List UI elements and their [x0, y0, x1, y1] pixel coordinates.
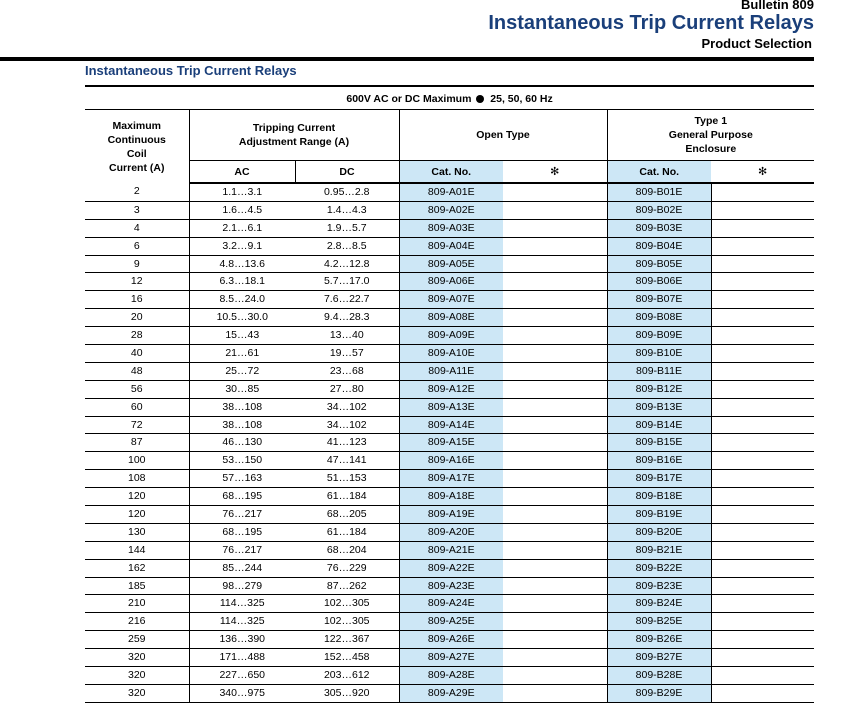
ac-range-cell: 38…108 — [189, 398, 295, 416]
coil-current-cell: 60 — [85, 398, 189, 416]
open-cat-no-cell: 809-A07E — [399, 291, 503, 309]
ac-range-cell: 53…150 — [189, 452, 295, 470]
open-blank-cell — [503, 613, 607, 631]
open-cat-no-cell: 809-A29E — [399, 684, 503, 702]
enclosure-blank-cell — [711, 183, 814, 201]
tripping-current-header — [189, 110, 399, 161]
table-row — [85, 380, 814, 398]
ac-range-cell: 114…325 — [189, 595, 295, 613]
table-row — [85, 434, 814, 452]
open-blank-cell — [503, 237, 607, 255]
open-blank-cell — [503, 470, 607, 488]
open-blank-cell — [503, 523, 607, 541]
enclosure-cat-no-cell: 809-B05E — [607, 255, 711, 273]
open-blank-cell — [503, 362, 607, 380]
open-cat-no-cell: 809-A21E — [399, 541, 503, 559]
open-cat-no-cell: 809-A22E — [399, 559, 503, 577]
enclosure-cat-no-cell: 809-B21E — [607, 541, 711, 559]
enclosure-blank-cell — [711, 631, 814, 649]
open-cat-no-cell: 809-A11E — [399, 362, 503, 380]
enclosure-cat-no-header: Cat. No. — [607, 161, 711, 184]
enclosure-blank-cell — [711, 345, 814, 363]
ac-range-cell: 68…195 — [189, 488, 295, 506]
enclosure-header — [607, 110, 814, 161]
coil-current-cell: 120 — [85, 488, 189, 506]
open-cat-no-cell: 809-A02E — [399, 201, 503, 219]
coil-current-cell: 3 — [85, 201, 189, 219]
enclosure-cat-no-cell: 809-B14E — [607, 416, 711, 434]
open-blank-cell — [503, 559, 607, 577]
enclosure-cat-no-cell: 809-B20E — [607, 523, 711, 541]
voltage-frequency-banner — [85, 88, 814, 110]
enclosure-cat-no-cell: 809-B06E — [607, 273, 711, 291]
enclosure-blank-cell — [711, 559, 814, 577]
table-row — [85, 398, 814, 416]
enclosure-cat-no-cell: 809-B18E — [607, 488, 711, 506]
enclosure-cat-no-cell: 809-B24E — [607, 595, 711, 613]
enclosure-cat-no-cell: 809-B08E — [607, 309, 711, 327]
coil-current-cell: 72 — [85, 416, 189, 434]
open-star-icon: ✻ — [503, 161, 607, 184]
enclosure-blank-cell — [711, 577, 814, 595]
open-blank-cell — [503, 183, 607, 201]
coil-current-cell: 320 — [85, 667, 189, 685]
table-row — [85, 201, 814, 219]
open-blank-cell — [503, 452, 607, 470]
bullet-dot-icon — [476, 95, 484, 103]
trip-header-line: Adjustment Range (A) — [238, 136, 350, 148]
open-cat-no-cell: 809-A09E — [399, 327, 503, 345]
coil-header-line: Continuous — [107, 133, 166, 146]
coil-header-line: Coil — [126, 147, 147, 160]
open-cat-no-cell: 809-A13E — [399, 398, 503, 416]
table-row — [85, 291, 814, 309]
ac-range-cell: 340…975 — [189, 684, 295, 702]
coil-current-cell: 108 — [85, 470, 189, 488]
trip-header-line: Tripping Current — [252, 122, 336, 134]
coil-current-header — [85, 110, 189, 184]
open-cat-no-cell: 809-A17E — [399, 470, 503, 488]
open-cat-no-cell: 809-A14E — [399, 416, 503, 434]
ac-range-cell: 30…85 — [189, 380, 295, 398]
enclosure-header-line: General Purpose — [668, 129, 753, 141]
dc-range-cell: 19…57 — [295, 345, 399, 363]
enclosure-cat-no-cell: 809-B10E — [607, 345, 711, 363]
dc-range-cell: 4.2…12.8 — [295, 255, 399, 273]
enclosure-blank-cell — [711, 291, 814, 309]
enclosure-cat-no-cell: 809-B27E — [607, 649, 711, 667]
coil-current-cell: 16 — [85, 291, 189, 309]
coil-current-cell: 9 — [85, 255, 189, 273]
coil-current-cell: 185 — [85, 577, 189, 595]
enclosure-header-line: Type 1 — [694, 115, 728, 127]
table-row — [85, 595, 814, 613]
enclosure-star-icon: ✻ — [711, 161, 814, 184]
open-blank-cell — [503, 398, 607, 416]
dc-range-cell: 76…229 — [295, 559, 399, 577]
open-cat-no-cell: 809-A08E — [399, 309, 503, 327]
open-blank-cell — [503, 327, 607, 345]
dc-range-cell: 61…184 — [295, 488, 399, 506]
table-row — [85, 452, 814, 470]
dc-range-cell: 34…102 — [295, 416, 399, 434]
ac-range-cell: 1.6…4.5 — [189, 201, 295, 219]
enclosure-blank-cell — [711, 380, 814, 398]
section-title: Instantaneous Trip Current Relays — [85, 63, 297, 78]
coil-current-cell: 56 — [85, 380, 189, 398]
enclosure-cat-no-cell: 809-B01E — [607, 183, 711, 201]
coil-current-cell: 162 — [85, 559, 189, 577]
ac-range-cell: 76…217 — [189, 541, 295, 559]
open-blank-cell — [503, 649, 607, 667]
dc-range-cell: 9.4…28.3 — [295, 309, 399, 327]
coil-current-cell: 100 — [85, 452, 189, 470]
table-row — [85, 345, 814, 363]
table-row — [85, 219, 814, 237]
ac-range-cell: 15…43 — [189, 327, 295, 345]
ac-range-cell: 10.5…30.0 — [189, 309, 295, 327]
table-row — [85, 613, 814, 631]
enclosure-blank-cell — [711, 309, 814, 327]
table-body — [85, 183, 814, 702]
coil-current-cell: 6 — [85, 237, 189, 255]
open-cat-no-cell: 809-A27E — [399, 649, 503, 667]
coil-header-line: Maximum — [112, 119, 161, 132]
table-row — [85, 577, 814, 595]
enclosure-cat-no-cell: 809-B04E — [607, 237, 711, 255]
ac-range-cell: 114…325 — [189, 613, 295, 631]
page-subtitle: Product Selection — [701, 36, 812, 51]
relay-selection-table — [85, 88, 814, 703]
open-cat-no-cell: 809-A24E — [399, 595, 503, 613]
dc-range-cell: 0.95…2.8 — [295, 183, 399, 201]
table-row — [85, 488, 814, 506]
enclosure-cat-no-cell: 809-B19E — [607, 506, 711, 524]
open-cat-no-cell: 809-A05E — [399, 255, 503, 273]
open-blank-cell — [503, 380, 607, 398]
open-cat-no-cell: 809-A20E — [399, 523, 503, 541]
enclosure-cat-no-cell: 809-B03E — [607, 219, 711, 237]
enclosure-cat-no-cell: 809-B28E — [607, 667, 711, 685]
table-row — [85, 309, 814, 327]
open-cat-no-cell: 809-A23E — [399, 577, 503, 595]
enclosure-blank-cell — [711, 452, 814, 470]
open-blank-cell — [503, 345, 607, 363]
ac-range-cell: 85…244 — [189, 559, 295, 577]
enclosure-blank-cell — [711, 488, 814, 506]
coil-current-cell: 87 — [85, 434, 189, 452]
open-blank-cell — [503, 595, 607, 613]
open-type-header: Open Type — [399, 110, 607, 161]
open-blank-cell — [503, 273, 607, 291]
enclosure-blank-cell — [711, 327, 814, 345]
ac-range-cell: 76…217 — [189, 506, 295, 524]
ac-header: AC — [189, 161, 295, 184]
open-cat-no-cell: 809-A19E — [399, 506, 503, 524]
ac-range-cell: 171…488 — [189, 649, 295, 667]
dc-range-cell: 34…102 — [295, 398, 399, 416]
table-row — [85, 667, 814, 685]
open-cat-no-cell: 809-A10E — [399, 345, 503, 363]
coil-current-cell: 28 — [85, 327, 189, 345]
ac-range-cell: 21…61 — [189, 345, 295, 363]
coil-current-cell: 4 — [85, 219, 189, 237]
dc-range-cell: 152…458 — [295, 649, 399, 667]
open-cat-no-cell: 809-A06E — [399, 273, 503, 291]
enclosure-blank-cell — [711, 595, 814, 613]
ac-range-cell: 38…108 — [189, 416, 295, 434]
open-blank-cell — [503, 667, 607, 685]
open-blank-cell — [503, 488, 607, 506]
dc-range-cell: 102…305 — [295, 613, 399, 631]
enclosure-cat-no-cell: 809-B23E — [607, 577, 711, 595]
ac-range-cell: 4.8…13.6 — [189, 255, 295, 273]
dc-range-cell: 102…305 — [295, 595, 399, 613]
enclosure-blank-cell — [711, 362, 814, 380]
coil-current-cell: 130 — [85, 523, 189, 541]
table-row — [85, 506, 814, 524]
dc-range-cell: 7.6…22.7 — [295, 291, 399, 309]
enclosure-cat-no-cell: 809-B29E — [607, 684, 711, 702]
open-cat-no-cell: 809-A26E — [399, 631, 503, 649]
dc-range-cell: 1.9…5.7 — [295, 219, 399, 237]
ac-range-cell: 68…195 — [189, 523, 295, 541]
dc-range-cell: 47…141 — [295, 452, 399, 470]
page-title: Instantaneous Trip Current Relays — [488, 12, 814, 34]
enclosure-cat-no-cell: 809-B07E — [607, 291, 711, 309]
ac-range-cell: 227…650 — [189, 667, 295, 685]
enclosure-cat-no-cell: 809-B17E — [607, 470, 711, 488]
dc-range-cell: 68…205 — [295, 506, 399, 524]
open-blank-cell — [503, 309, 607, 327]
coil-current-cell: 320 — [85, 649, 189, 667]
coil-current-cell: 20 — [85, 309, 189, 327]
enclosure-blank-cell — [711, 273, 814, 291]
dc-range-cell: 51…153 — [295, 470, 399, 488]
table-row — [85, 631, 814, 649]
dc-range-cell: 2.8…8.5 — [295, 237, 399, 255]
open-cat-no-header: Cat. No. — [399, 161, 503, 184]
ac-range-cell: 25…72 — [189, 362, 295, 380]
coil-header-line: Current (A) — [109, 161, 165, 174]
table-row — [85, 273, 814, 291]
ac-range-cell: 1.1…3.1 — [189, 183, 295, 201]
dc-range-cell: 5.7…17.0 — [295, 273, 399, 291]
enclosure-blank-cell — [711, 434, 814, 452]
table-row — [85, 541, 814, 559]
open-blank-cell — [503, 291, 607, 309]
dc-header: DC — [295, 161, 399, 184]
open-cat-no-cell: 809-A04E — [399, 237, 503, 255]
enclosure-blank-cell — [711, 470, 814, 488]
enclosure-blank-cell — [711, 416, 814, 434]
open-cat-no-cell: 809-A18E — [399, 488, 503, 506]
coil-current-cell: 259 — [85, 631, 189, 649]
table-row — [85, 559, 814, 577]
ac-range-cell: 2.1…6.1 — [189, 219, 295, 237]
enclosure-blank-cell — [711, 667, 814, 685]
enclosure-blank-cell — [711, 523, 814, 541]
enclosure-blank-cell — [711, 201, 814, 219]
enclosure-blank-cell — [711, 506, 814, 524]
table-row — [85, 327, 814, 345]
table-row — [85, 416, 814, 434]
open-blank-cell — [503, 255, 607, 273]
enclosure-cat-no-cell: 809-B15E — [607, 434, 711, 452]
open-cat-no-cell: 809-A03E — [399, 219, 503, 237]
enclosure-cat-no-cell: 809-B11E — [607, 362, 711, 380]
bulletin-number: Bulletin 809 — [741, 0, 814, 12]
voltage-rating: 600V AC or DC Maximum — [346, 92, 472, 105]
open-blank-cell — [503, 577, 607, 595]
open-cat-no-cell: 809-A25E — [399, 613, 503, 631]
open-blank-cell — [503, 631, 607, 649]
open-blank-cell — [503, 434, 607, 452]
enclosure-cat-no-cell: 809-B13E — [607, 398, 711, 416]
coil-current-cell: 144 — [85, 541, 189, 559]
ac-range-cell: 8.5…24.0 — [189, 291, 295, 309]
open-blank-cell — [503, 219, 607, 237]
enclosure-cat-no-cell: 809-B12E — [607, 380, 711, 398]
enclosure-blank-cell — [711, 398, 814, 416]
dc-range-cell: 27…80 — [295, 380, 399, 398]
coil-current-cell: 12 — [85, 273, 189, 291]
enclosure-blank-cell — [711, 613, 814, 631]
ac-range-cell: 46…130 — [189, 434, 295, 452]
open-cat-no-cell: 809-A01E — [399, 183, 503, 201]
coil-current-cell: 40 — [85, 345, 189, 363]
enclosure-cat-no-cell: 809-B16E — [607, 452, 711, 470]
table-row — [85, 255, 814, 273]
open-cat-no-cell: 809-A28E — [399, 667, 503, 685]
dc-range-cell: 41…123 — [295, 434, 399, 452]
open-cat-no-cell: 809-A12E — [399, 380, 503, 398]
table-row — [85, 362, 814, 380]
enclosure-cat-no-cell: 809-B22E — [607, 559, 711, 577]
ac-range-cell: 3.2…9.1 — [189, 237, 295, 255]
coil-current-cell: 216 — [85, 613, 189, 631]
ac-range-cell: 136…390 — [189, 631, 295, 649]
open-cat-no-cell: 809-A15E — [399, 434, 503, 452]
coil-current-cell: 48 — [85, 362, 189, 380]
enclosure-blank-cell — [711, 219, 814, 237]
dc-range-cell: 68…204 — [295, 541, 399, 559]
open-cat-no-cell: 809-A16E — [399, 452, 503, 470]
coil-current-cell: 120 — [85, 506, 189, 524]
table-row — [85, 470, 814, 488]
enclosure-header-line: Enclosure — [685, 143, 737, 155]
enclosure-cat-no-cell: 809-B25E — [607, 613, 711, 631]
coil-current-cell: 2 — [85, 183, 189, 201]
dc-range-cell: 203…612 — [295, 667, 399, 685]
table-row — [85, 523, 814, 541]
enclosure-blank-cell — [711, 255, 814, 273]
enclosure-cat-no-cell: 809-B09E — [607, 327, 711, 345]
dc-range-cell: 122…367 — [295, 631, 399, 649]
table-row — [85, 649, 814, 667]
coil-current-cell: 320 — [85, 684, 189, 702]
dc-range-cell: 87…262 — [295, 577, 399, 595]
dc-range-cell: 23…68 — [295, 362, 399, 380]
ac-range-cell: 98…279 — [189, 577, 295, 595]
ac-range-cell: 57…163 — [189, 470, 295, 488]
enclosure-cat-no-cell: 809-B26E — [607, 631, 711, 649]
enclosure-cat-no-cell: 809-B02E — [607, 201, 711, 219]
enclosure-blank-cell — [711, 649, 814, 667]
frequency-rating: 25, 50, 60 Hz — [490, 92, 553, 105]
open-blank-cell — [503, 541, 607, 559]
dc-range-cell: 1.4…4.3 — [295, 201, 399, 219]
open-blank-cell — [503, 416, 607, 434]
enclosure-blank-cell — [711, 541, 814, 559]
coil-current-cell: 210 — [85, 595, 189, 613]
dc-range-cell: 61…184 — [295, 523, 399, 541]
dc-range-cell: 305…920 — [295, 684, 399, 702]
header-divider — [0, 57, 814, 61]
section-divider — [85, 85, 814, 87]
enclosure-blank-cell — [711, 237, 814, 255]
open-blank-cell — [503, 201, 607, 219]
table-row — [85, 183, 814, 201]
ac-range-cell: 6.3…18.1 — [189, 273, 295, 291]
open-blank-cell — [503, 506, 607, 524]
dc-range-cell: 13…40 — [295, 327, 399, 345]
table-row — [85, 237, 814, 255]
